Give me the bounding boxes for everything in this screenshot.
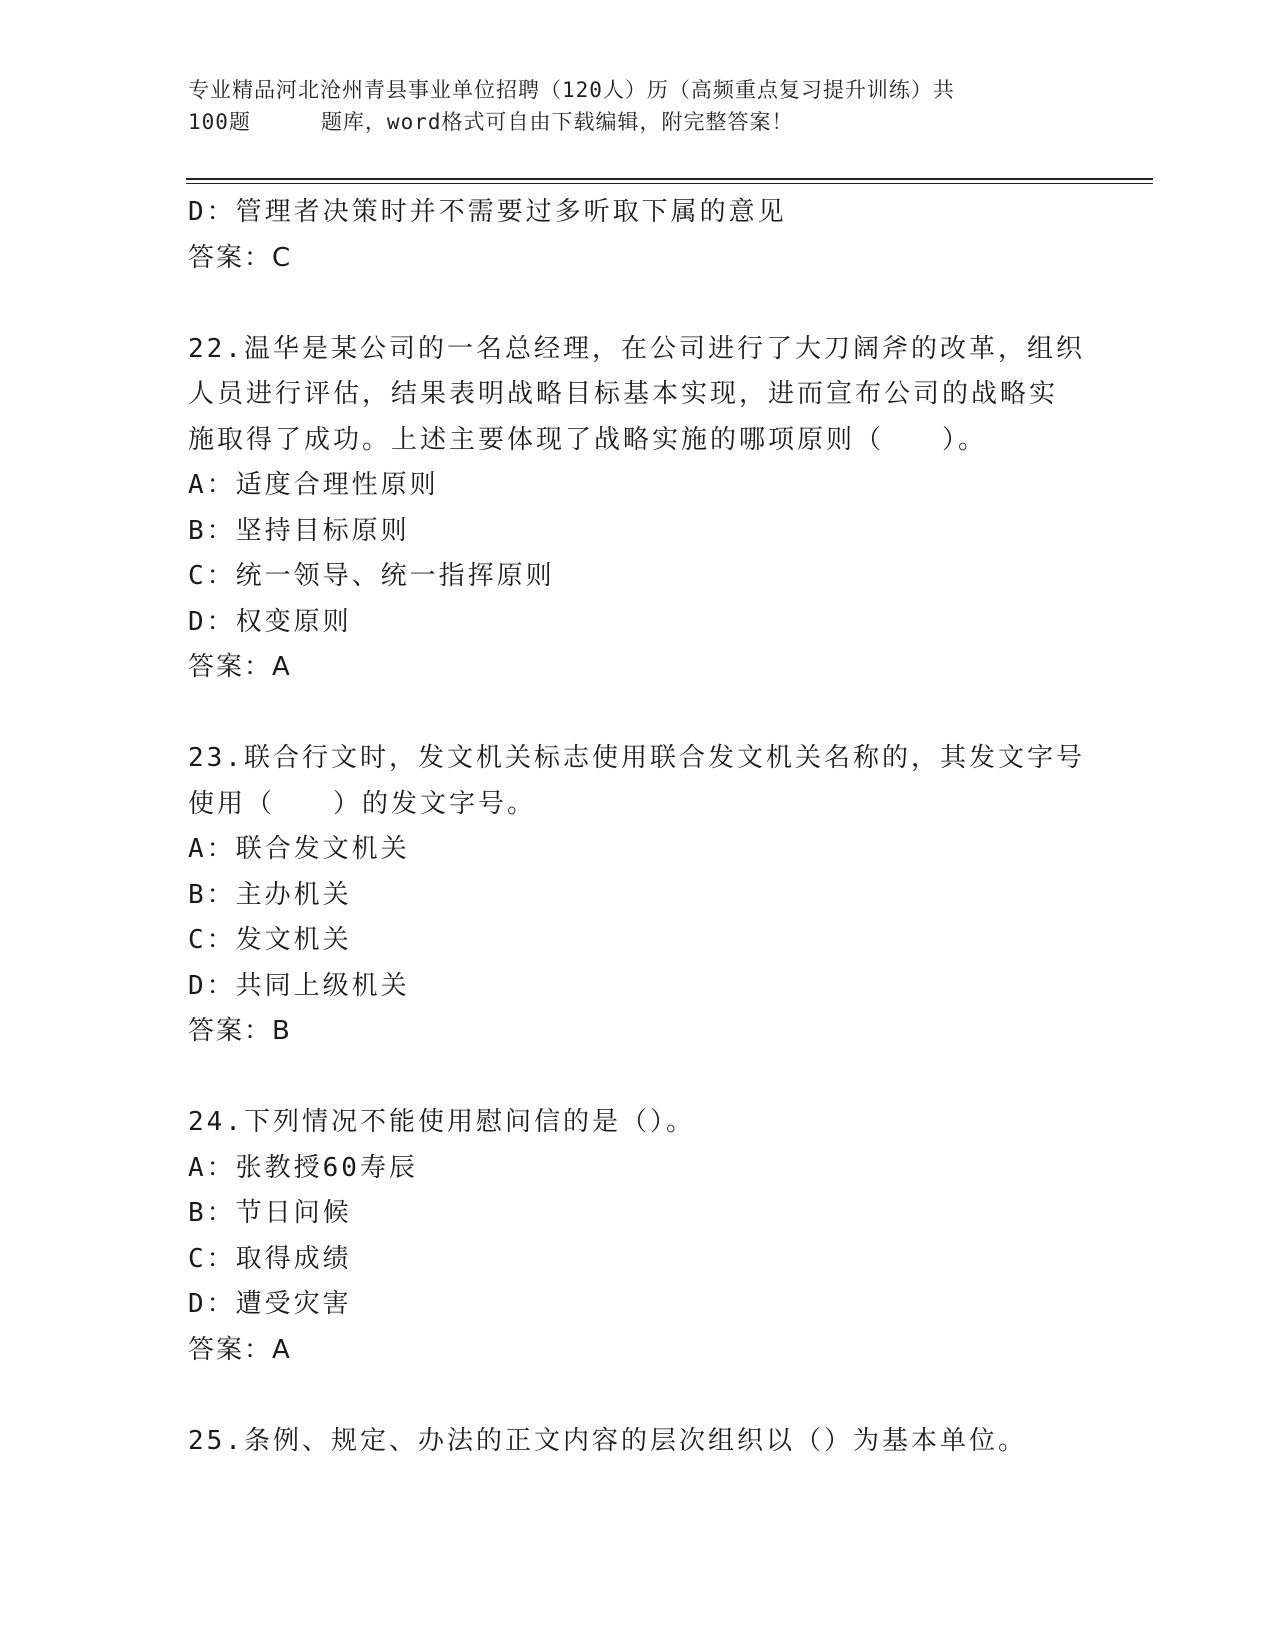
option-d: D：权变原则 [188,606,352,637]
question-22 [188,327,1088,691]
option-a: A：张教授60寿辰 [188,1152,418,1183]
spacer [188,1373,1088,1419]
question-stem-line: 25.条例、规定、办法的正文内容的层次组织以（）为基本单位。 [188,1425,1027,1456]
question-stem-line: 使用（ ）的发文字号。 [188,788,537,819]
header-rule-thin [186,183,1153,184]
header-rule-thick [186,178,1153,180]
header-description: 题库，word格式可自由下载编辑，附完整答案！ [320,110,794,134]
question-stem-line: 22.温华是某公司的一名总经理，在公司进行了大刀阔斧的改革，组织 [188,333,1085,364]
option-b: B：主办机关 [188,879,352,910]
option-a: A：适度合理性原则 [188,470,439,500]
page-header [188,74,1088,138]
spacer [188,281,1088,327]
question-stem-line: 人员进行评估，结果表明战略目标基本实现，进而宣布公司的战略实 [188,379,1059,409]
option-b: B：节日问候 [188,1198,352,1228]
question-stem-line: 施取得了成功。上述主要体现了战略实施的哪项原则（ ）。 [188,424,988,455]
question-list [188,190,1088,1464]
header-question-count: 100题 [188,110,251,134]
option-a: A：联合发文机关 [188,834,410,864]
question-stem-line: 24.下列情况不能使用慰问信的是（）。 [188,1107,695,1137]
answer: 答案：B [188,1016,292,1046]
header-line-1: 专业精品河北沧州青县事业单位招聘（120人）历（高频重点复习提升训练）共 [188,78,955,102]
option-c: C：发文机关 [188,925,352,955]
prev-question-answer: 答案：C [188,242,293,273]
option-b: B：坚持目标原则 [188,515,410,546]
question-23 [188,736,1088,1055]
answer: 答案：A [188,1334,292,1365]
option-c: C：统一领导、统一指挥原则 [188,561,555,591]
option-d: D：遭受灾害 [188,1289,352,1319]
prev-question-option-d: D：管理者决策时并不需要过多听取下属的意见 [188,197,787,227]
spacer [188,1055,1088,1101]
answer: 答案：A [188,652,292,682]
question-25 [188,1419,1088,1465]
spacer [188,691,1088,737]
question-stem-line: 23.联合行文时，发文机关标志使用联合发文机关名称的，其发文字号 [188,743,1085,773]
option-d: D：共同上级机关 [188,970,410,1001]
option-c: C：取得成绩 [188,1243,352,1274]
header-line-2 [188,106,1088,138]
question-24 [188,1100,1088,1373]
